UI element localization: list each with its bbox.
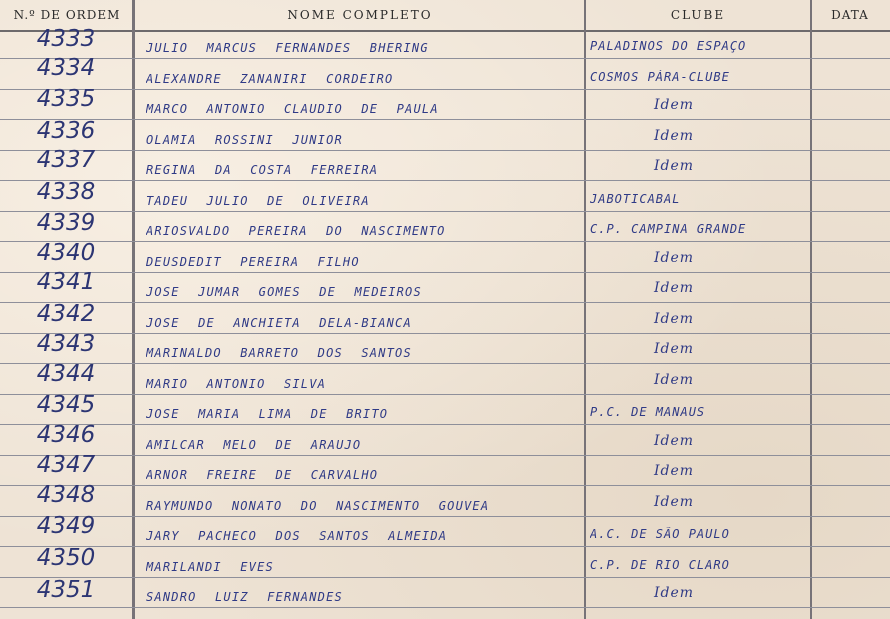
row-rule (0, 577, 890, 578)
full-name: SANDRO LUIZ FERNANDES (146, 590, 343, 604)
full-name: AMILCAR MELO DE ARAUJO (146, 437, 362, 452)
club-name: Idem (654, 158, 695, 174)
order-number: 4339 (36, 210, 96, 236)
table-row (0, 544, 890, 579)
order-number: 4333 (36, 26, 96, 52)
full-name: JOSE JUMAR GOMES DE MEDEIROS (146, 285, 422, 299)
row-rule (0, 333, 890, 334)
full-name: JOSE DE ANCHIETA DELA-BIANCA (146, 315, 412, 330)
club-name: Idem (654, 463, 695, 479)
table-row (0, 210, 890, 243)
table-row (0, 26, 890, 60)
row-rule (0, 211, 890, 212)
club-name: P.C. DE MANAUS (590, 405, 706, 419)
table-row (0, 421, 890, 457)
club-name: Idem (654, 249, 695, 266)
order-number: 4351 (36, 577, 96, 603)
row-rule (0, 363, 890, 364)
club-name: A.C. DE SÃO PAULO (590, 527, 730, 541)
row-rule (0, 394, 890, 395)
table-row (0, 269, 890, 304)
row-rule (0, 424, 890, 425)
full-name: REGINA DA COSTA FERREIRA (146, 163, 379, 177)
table-row (0, 178, 890, 213)
full-name: MARINALDO BARRETO DOS SANTOS (146, 346, 412, 360)
header-ordem: N.º DE ORDEM (13, 8, 121, 22)
table-row (0, 86, 890, 121)
row-rule (0, 241, 890, 242)
table-row (0, 300, 890, 335)
order-number: 4350 (36, 544, 96, 571)
order-number: 4348 (36, 481, 96, 508)
table-row (0, 239, 890, 274)
order-number: 4340 (36, 239, 96, 266)
club-name: Idem (654, 371, 695, 388)
club-name: C.P. DE RIO CLARO (590, 557, 730, 572)
club-name: Idem (654, 310, 695, 327)
club-name: COSMOS PÁRA-CLUBE (590, 69, 730, 84)
full-name: ALEXANDRE ZANANIRI CORDEIRO (146, 71, 394, 86)
table-row (0, 360, 890, 396)
full-name: MARCO ANTONIO CLAUDIO DE PAULA (146, 102, 439, 116)
order-number: 4345 (36, 392, 96, 418)
order-number: 4344 (36, 360, 96, 387)
full-name: MARILANDI EVES (146, 559, 274, 574)
club-name: PALADINOS DO ESPAÇO (590, 39, 747, 53)
club-name: Idem (654, 585, 695, 601)
table-row (0, 117, 890, 152)
table-row (0, 481, 890, 518)
order-number: 4349 (36, 513, 96, 539)
row-rule (0, 89, 890, 90)
table-row (0, 392, 890, 426)
row-rule (0, 272, 890, 273)
row-rule (0, 302, 890, 303)
row-rule (0, 485, 890, 486)
row-rule (0, 119, 890, 120)
table-row (0, 331, 890, 365)
club-name: Idem (654, 280, 695, 296)
order-number: 4335 (36, 86, 96, 112)
row-rule (0, 516, 890, 517)
order-number: 4342 (36, 300, 96, 327)
order-number: 4346 (36, 421, 96, 448)
table-row (0, 147, 890, 182)
table-row (0, 54, 890, 91)
full-name: ARNOR FREIRE DE CARVALHO (146, 468, 379, 482)
club-name: Idem (654, 493, 695, 510)
order-number: 4338 (36, 178, 96, 205)
order-number: 4341 (36, 269, 96, 295)
order-number: 4343 (36, 331, 96, 357)
row-rule (0, 455, 890, 456)
full-name: DEUSDEDIT PEREIRA FILHO (146, 254, 360, 269)
full-name: MARIO ANTONIO SILVA (146, 376, 327, 391)
club-name: Idem (654, 341, 695, 357)
full-name: JARY PACHECO DOS SANTOS ALMEIDA (146, 529, 448, 543)
full-name: RAYMUNDO NONATO DO NASCIMENTO GOUVEA (146, 498, 490, 513)
club-name: Idem (654, 127, 695, 144)
order-number: 4347 (36, 452, 96, 478)
order-number: 4336 (36, 117, 96, 144)
full-name: JULIO MARCUS FERNANDES BHERING (146, 41, 429, 55)
table-row (0, 579, 890, 609)
full-name: TADEU JULIO DE OLIVEIRA (146, 193, 370, 208)
order-number: 4334 (36, 54, 96, 81)
row-rule (0, 607, 890, 608)
full-name: ARIOSVALDO PEREIRA DO NASCIMENTO (146, 224, 446, 238)
full-name: OLAMIA ROSSINI JUNIOR (146, 132, 343, 147)
club-name: Idem (654, 97, 695, 113)
header-clube: CLUBE (670, 8, 726, 22)
table-row (0, 513, 890, 548)
club-name: Idem (654, 432, 695, 449)
full-name: JOSE MARIA LIMA DE BRITO (146, 407, 389, 421)
order-number: 4337 (36, 147, 96, 173)
header-nome: NOME COMPLETO (287, 8, 433, 22)
club-name: JABOTICABAL (590, 191, 681, 206)
header-data: DATA (831, 8, 869, 22)
table-row (0, 452, 890, 487)
club-name: C.P. CAMPINA GRANDE (590, 222, 747, 236)
row-rule (0, 546, 890, 547)
row-rule (0, 180, 890, 181)
row-rule (0, 150, 890, 151)
row-rule (0, 58, 890, 59)
